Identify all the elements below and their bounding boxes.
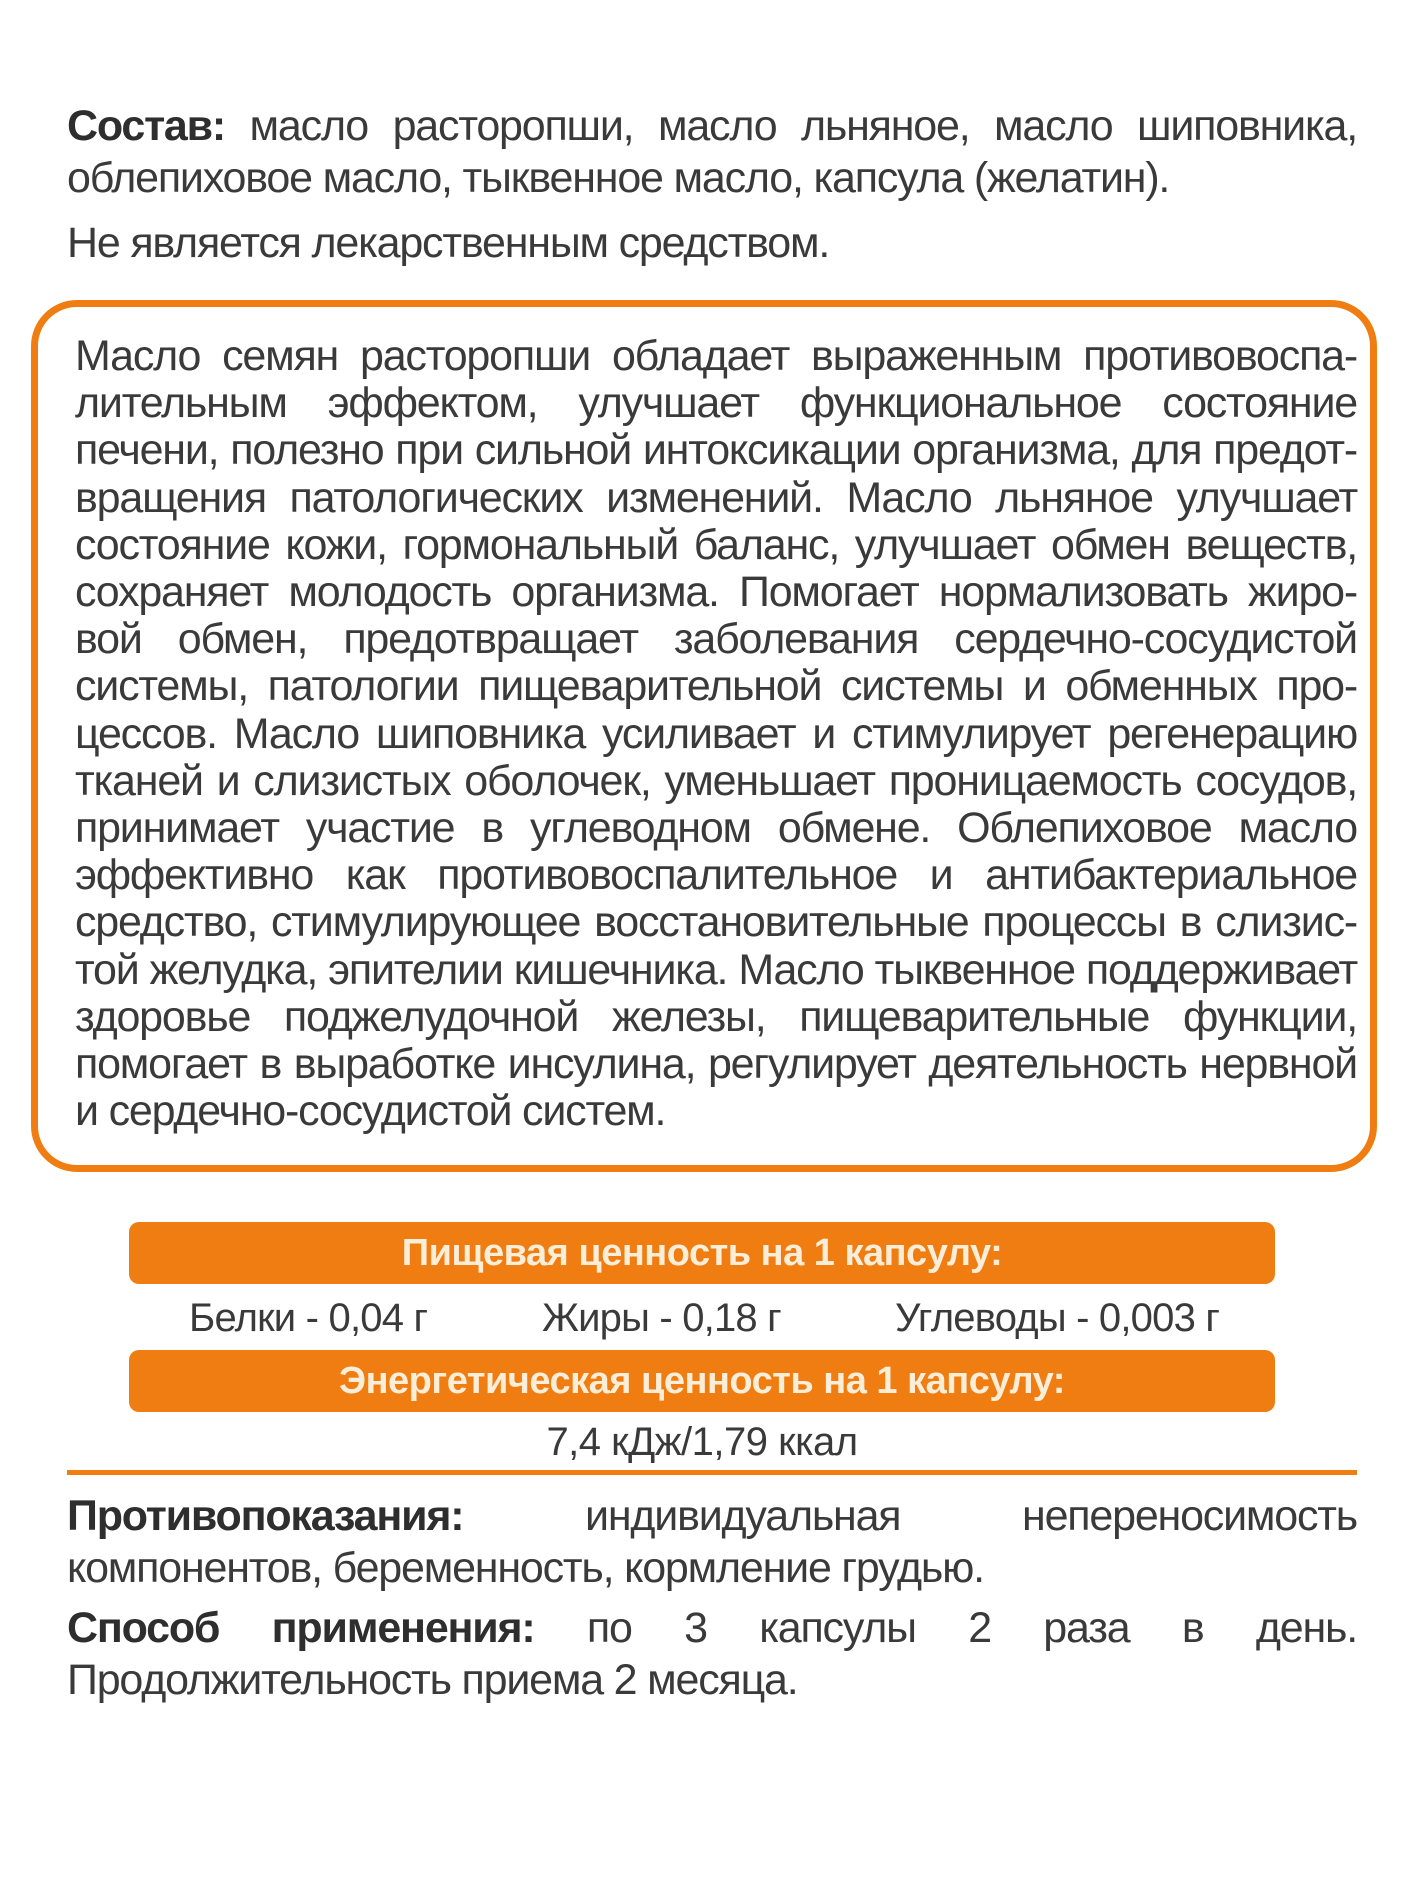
nutrition-protein: Белки - 0,04 г — [189, 1296, 428, 1340]
disclaimer-text: Не является лекарственным средством. — [67, 219, 830, 267]
nutrition-banner: Пищевая ценность на 1 капсулу: — [129, 1222, 1275, 1284]
nutrition-carbs: Углеводы - 0,003 г — [895, 1296, 1220, 1340]
contraindications-text: индивидуальная непереносимость компонентов, беременность, кормление грудью. — [67, 1492, 1357, 1592]
description-text: Масло семян расторопши обладает выраженным противовоспа-лительным эффектом, улучшает функциональное состояние печени, полезно при сильной интоксикации организма, для предот-вращения патологических изменений. Масло льняное улучшает состояние кожи, гормональный баланс, улучшает обмен веществ, сохраняет молодость организма. Помогает нормализовать жиро-вой обмен, предотвращает заболевания сердечно-сосудистой системы, патологии пищеварительной системы и обменных про-цессов. Масло шиповника усиливает и стимулирует регенерацию тканей и слизистых оболочек, уменьшает проницаемость сосудов, принимает участие в углеводном обмене. Облепиховое масло эффективно как противовоспалительное и антибактериальное средство, стимулирующее восстановительные процессы в слизис-той желудка, эпителии кишечника. Масло тыквенное поддерживает здоровье поджелудочной железы, пищеварительные функции, помогает в выработке инсулина, регулирует деятельность нервной и сердечно-сосудистой систем. — [75, 332, 1357, 1136]
energy-banner: Энергетическая ценность на 1 капсулу: — [129, 1350, 1275, 1412]
usage-section — [67, 1602, 1357, 1706]
usage-label: Способ применения: — [67, 1604, 535, 1652]
composition-section — [67, 100, 1357, 204]
contraindications-label: Противопоказания: — [67, 1492, 464, 1540]
description-box — [31, 300, 1377, 1172]
nutrition-values-row — [129, 1290, 1275, 1346]
usage-text: по 3 капсулы 2 раза в день. Продолжительность приема 2 месяца. — [67, 1604, 1357, 1704]
composition-text: масло расторопши, масло льняное, масло шиповника, облепиховое масло, тыквенное масло, капсула (желатин). — [67, 102, 1357, 202]
contraindications-section — [67, 1490, 1357, 1594]
composition-label: Состав: — [67, 102, 225, 150]
section-divider — [67, 1470, 1357, 1475]
nutrition-fat: Жиры - 0,18 г — [542, 1296, 781, 1340]
energy-value: 7,4 кДж/1,79 ккал — [546, 1420, 858, 1464]
